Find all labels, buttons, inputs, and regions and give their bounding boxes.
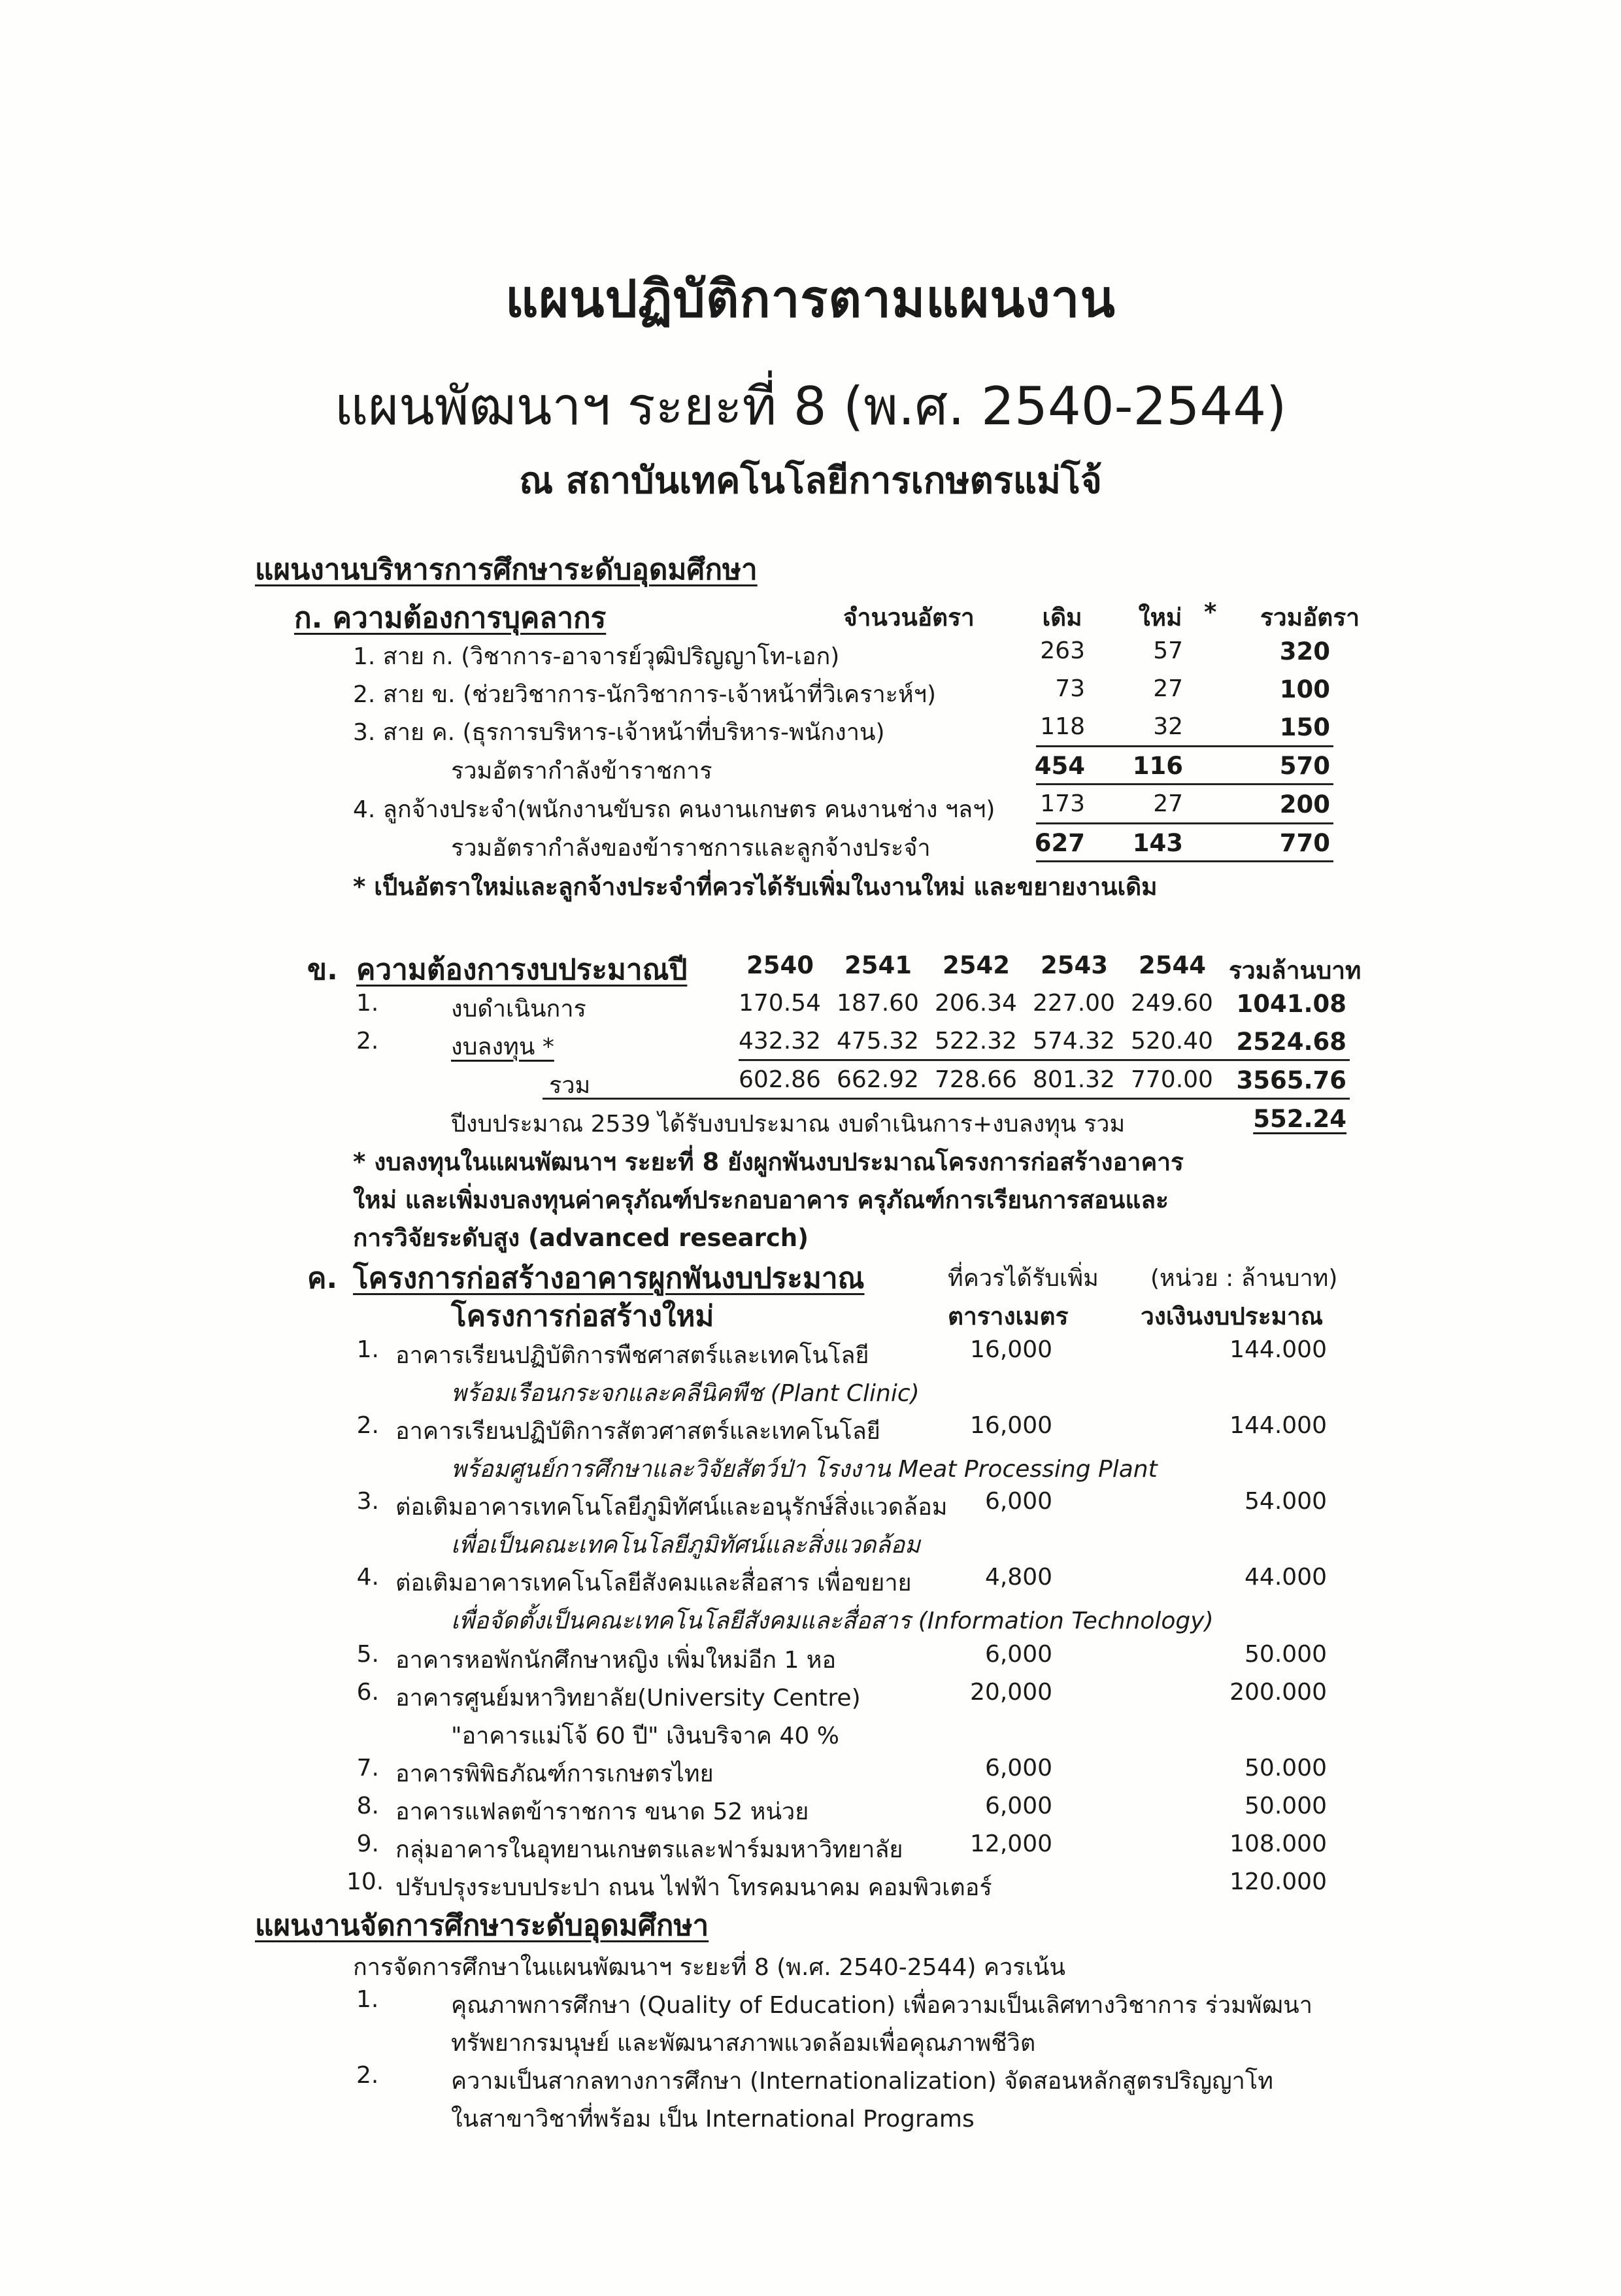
budget-year-header: 2542 [943, 951, 1010, 979]
construction-item-text: อาคารแฟลตข้าราชการ ขนาด 52 หน่วย [395, 1798, 809, 1825]
construction-item-text: อาคารเรียนปฏิบัติการพืชศาสตร์และเทคโนโลยี [395, 1342, 869, 1369]
edu-plan-intro: การจัดการศึกษาในแผนพัฒนาฯ ระยะที่ 8 (พ.ศ. 2540-2544) ควรเน้น [353, 1954, 1066, 1981]
budget-cell: 227.00 [1033, 990, 1115, 1017]
area-header: ที่ควรได้รับเพิ่ม [948, 1265, 1099, 1292]
construction-item-budget: 144.000 [1229, 1412, 1327, 1439]
budget-row-total: 2524.68 [1236, 1028, 1346, 1056]
construction-item-number: 10. [346, 1868, 384, 1895]
budget-cell: 602.86 [739, 1066, 821, 1093]
new-construction-subheading: โครงการก่อสร้างใหม่ [451, 1300, 714, 1333]
edu-item-number: 1. [356, 1986, 379, 2013]
budget-cell: 475.32 [837, 1028, 919, 1055]
construction-item-budget: 50.000 [1245, 1755, 1327, 1781]
construction-item-area: 6,000 [984, 1641, 1052, 1668]
personnel-row-old: 263 [1040, 637, 1085, 664]
construction-item-text: อาคารหอพักนักศึกษาหญิง เพิ่มใหม่อีก 1 หอ [395, 1647, 837, 1674]
construction-item-area: 16,000 [970, 1412, 1052, 1439]
fy2539-label: ปีงบประมาณ 2539 ได้รับงบประมาณ งบดำเนินการ+งบลงทุน รวม [451, 1111, 1126, 1138]
edu-item-line: ความเป็นสากลทางการศึกษา (Internationalization) จัดสอนหลักสูตรปริญญาโท [451, 2068, 1273, 2095]
personnel-row-total: 150 [1279, 713, 1330, 741]
construction-item-subtext: พร้อมศูนย์การศึกษาและวิจัยสัตว์ป่า โรงงาน Meat Processing Plant [451, 1456, 1158, 1483]
budget-cell: 249.60 [1131, 990, 1213, 1017]
budget-year-header: 2540 [746, 951, 814, 979]
construction-item-number: 6. [356, 1679, 379, 1706]
budget-year-header: 2541 [844, 951, 912, 979]
construction-item-area: 20,000 [970, 1679, 1052, 1706]
budget-cell: 728.66 [935, 1066, 1017, 1093]
construction-item-budget: 108.000 [1229, 1831, 1327, 1857]
construction-item-number: 9. [356, 1831, 379, 1857]
personnel-subtotal-label: รวมอัตรากำลังข้าราชการ [451, 758, 712, 785]
edu-item-line: คุณภาพการศึกษา (Quality of Education) เพื่อความเป็นเลิศทางวิชาการ ร่วมพัฒนา [451, 1992, 1312, 2019]
personnel-subtotal-old: 454 [1034, 752, 1085, 780]
col-header-positions: จำนวนอัตรา [843, 603, 975, 632]
budget-cell: 432.32 [739, 1028, 821, 1055]
construction-item-number: 4. [356, 1564, 379, 1591]
personnel-row-new: 32 [1153, 713, 1183, 740]
budget-note-line: การวิจัยระดับสูง (advanced research) [353, 1224, 809, 1252]
personnel-row-label: 1. สาย ก. (วิชาการ-อาจารย์วุฒิปริญญาโท-เอก) [353, 643, 840, 670]
document-subtitle: แผนพัฒนาฯ ระยะที่ 8 (พ.ศ. 2540-2544) [334, 376, 1287, 437]
personnel-row-old: 118 [1040, 713, 1085, 740]
construction-item-number: 7. [356, 1755, 379, 1781]
personnel-row-old: 173 [1040, 790, 1085, 817]
unit-note: (หน่วย : ล้านบาท) [1150, 1265, 1338, 1292]
budget-sum-rule [739, 1059, 1350, 1061]
personnel-row-new: 27 [1153, 790, 1183, 817]
construction-item-budget: 144.000 [1229, 1336, 1327, 1363]
construction-item-number: 5. [356, 1641, 379, 1668]
personnel-row-total: 200 [1279, 790, 1330, 819]
edu-plan-heading: แผนงานจัดการศึกษาระดับอุดมศึกษา [255, 1909, 709, 1942]
construction-item-area: 6,000 [984, 1488, 1052, 1515]
edu-item-line: ทรัพยากรมนุษย์ และพัฒนาสภาพแวดล้อมเพื่อคุณภาพชีวิต [451, 2030, 1036, 2057]
personnel-row-label: 4. ลูกจ้างประจำ(พนักงานขับรถ คนงานเกษตร คนงานช่าง ฯลฯ) [353, 796, 995, 823]
edu-item-number: 2. [356, 2062, 379, 2089]
construction-item-subtext: เพื่อจัดตั้งเป็นคณะเทคโนโลยีสังคมและสื่อสาร (Information Technology) [451, 1608, 1214, 1634]
personnel-row-new: 27 [1153, 675, 1183, 702]
construction-item-text: ต่อเติมอาคารเทคโนโลยีสังคมและสื่อสาร เพื่อขยาย [395, 1570, 912, 1596]
personnel-grandtotal-label: รวมอัตรากำลังของข้าราชการและลูกจ้างประจำ [451, 835, 931, 862]
col-header-old: เดิม [1042, 603, 1082, 632]
institution-name: ณ สถาบันเทคโนโลยีการเกษตรแม่โจ้ [519, 460, 1102, 502]
personnel-row-label: 3. สาย ค. (ธุรการบริหาร-เจ้าหน้าที่บริหาร-พนักงาน) [353, 719, 885, 746]
budget-cell: 206.34 [935, 990, 1017, 1017]
budget-row-total: 1041.08 [1236, 990, 1346, 1018]
admin-plan-heading: แผนงานบริหารการศึกษาระดับอุดมศึกษา [255, 553, 758, 586]
budget-cell: 574.32 [1033, 1028, 1115, 1055]
budget-grand-total: 3565.76 [1236, 1066, 1346, 1094]
construction-item-area: 6,000 [984, 1755, 1052, 1781]
col-header-total: รวมอัตรา [1260, 603, 1360, 632]
col-header-new: ใหม่ [1138, 603, 1182, 632]
subtotal-rule [1036, 822, 1333, 824]
construction-item-subtext: พร้อมเรือนกระจกและคลีนิคพืช (Plant Clinic) [451, 1380, 920, 1407]
col-header-asterisk: * [1204, 598, 1217, 626]
subtotal-rule [1036, 745, 1333, 747]
subtotal-rule [1036, 783, 1333, 785]
construction-item-number: 2. [356, 1412, 379, 1439]
construction-item-area: 12,000 [970, 1831, 1052, 1857]
construction-item-budget: 50.000 [1245, 1641, 1327, 1668]
construction-item-area: 4,800 [984, 1564, 1052, 1591]
budget-sum-rule [543, 1098, 1350, 1100]
construction-item-budget: 44.000 [1245, 1564, 1327, 1591]
construction-item-number: 3. [356, 1488, 379, 1515]
construction-item-subtext: เพื่อเป็นคณะเทคโนโลยีภูมิทัศน์และสิ่งแวดล้อม [451, 1532, 920, 1559]
construction-item-text: กลุ่มอาคารในอุทยานเกษตรและฟาร์มมหาวิทยาลัย [395, 1836, 903, 1863]
budget-year-header: 2543 [1041, 951, 1108, 979]
construction-item-subtext: "อาคารแม่โจ้ 60 ปี" เงินบริจาค 40 % [451, 1723, 839, 1749]
construction-item-budget: 50.000 [1245, 1793, 1327, 1819]
budget-year-header: 2544 [1139, 951, 1206, 979]
budget-row-label: งบดำเนินการ [451, 996, 586, 1022]
budget-note-line: ใหม่ และเพิ่มงบลงทุนค่าครุภัณฑ์ประกอบอาคาร ครุภัณฑ์การเรียนการสอนและ [353, 1186, 1169, 1214]
budget-total-header: รวมล้านบาท [1229, 956, 1362, 985]
construction-item-budget: 120.000 [1229, 1868, 1327, 1895]
area-unit-header: ตารางเมตร [948, 1302, 1069, 1330]
personnel-grandtotal-total: 770 [1279, 829, 1330, 857]
budget-heading-prefix: ข. [307, 953, 338, 987]
construction-item-budget: 200.000 [1229, 1679, 1327, 1706]
document-title: แผนปฏิบัติการตามแผนงาน [505, 270, 1116, 329]
construction-item-text: อาคารพิพิธภัณฑ์การเกษตรไทย [395, 1761, 714, 1787]
budget-heading: ความต้องการงบประมาณปี [356, 953, 688, 987]
budget-amount-header: วงเงินงบประมาณ [1141, 1302, 1324, 1330]
personnel-row-total: 320 [1279, 637, 1330, 666]
budget-row-label: งบลงทุน * [451, 1034, 554, 1060]
personnel-subtotal-new: 116 [1132, 752, 1183, 780]
personnel-row-label: 2. สาย ข. (ช่วยวิชาการ-นักวิชาการ-เจ้าหน้าที่วิเคราะห์ฯ) [353, 681, 936, 708]
budget-cell: 170.54 [739, 990, 821, 1017]
construction-item-text: อาคารเรียนปฏิบัติการสัตวศาสตร์และเทคโนโลยี [395, 1418, 880, 1445]
construction-item-text: อาคารศูนย์มหาวิทยาลัย(University Centre) [395, 1685, 861, 1712]
budget-cell: 662.92 [837, 1066, 919, 1093]
construction-item-number: 8. [356, 1793, 379, 1819]
budget-cell: 522.32 [935, 1028, 1017, 1055]
budget-cell: 187.60 [837, 990, 919, 1017]
subtotal-rule [1036, 860, 1333, 862]
construction-item-area: 16,000 [970, 1336, 1052, 1363]
personnel-note: * เป็นอัตราใหม่และลูกจ้างประจำที่ควรได้รับเพิ่มในงานใหม่ และขยายงานเดิม [353, 873, 1158, 901]
edu-item-line: ในสาขาวิชาที่พร้อม เป็น International Programs [451, 2106, 975, 2133]
budget-row-number: 2. [356, 1028, 379, 1055]
personnel-grandtotal-old: 627 [1034, 829, 1085, 857]
personnel-row-total: 100 [1279, 675, 1330, 703]
budget-cell: 770.00 [1131, 1066, 1213, 1093]
construction-item-text: ปรับปรุงระบบประปา ถนน ไฟฟ้า โทรคมนาคม คอมพิวเตอร์ [395, 1874, 992, 1901]
construction-heading-prefix: ค. [307, 1262, 338, 1295]
construction-item-text: ต่อเติมอาคารเทคโนโลยีภูมิทัศน์และอนุรักษ์สิ่งแวดล้อม [395, 1494, 948, 1521]
budget-row-number: 1. [356, 990, 379, 1017]
personnel-subtotal-total: 570 [1279, 752, 1330, 780]
personnel-heading: ก. ความต้องการบุคลากร [294, 601, 607, 635]
construction-heading: โครงการก่อสร้างอาคารผูกพันงบประมาณ [353, 1262, 865, 1295]
personnel-row-new: 57 [1153, 637, 1183, 664]
construction-item-area: 6,000 [984, 1793, 1052, 1819]
budget-cell: 801.32 [1033, 1066, 1115, 1093]
budget-note-line: * งบลงทุนในแผนพัฒนาฯ ระยะที่ 8 ยังผูกพันงบประมาณโครงการก่อสร้างอาคาร [353, 1148, 1184, 1176]
construction-item-budget: 54.000 [1245, 1488, 1327, 1515]
personnel-grandtotal-new: 143 [1132, 829, 1183, 857]
construction-item-number: 1. [356, 1336, 379, 1363]
budget-sum-label: รวม [549, 1072, 591, 1099]
budget-cell: 520.40 [1131, 1028, 1213, 1055]
fy2539-value: 552.24 [1253, 1105, 1346, 1133]
personnel-row-old: 73 [1055, 675, 1085, 702]
